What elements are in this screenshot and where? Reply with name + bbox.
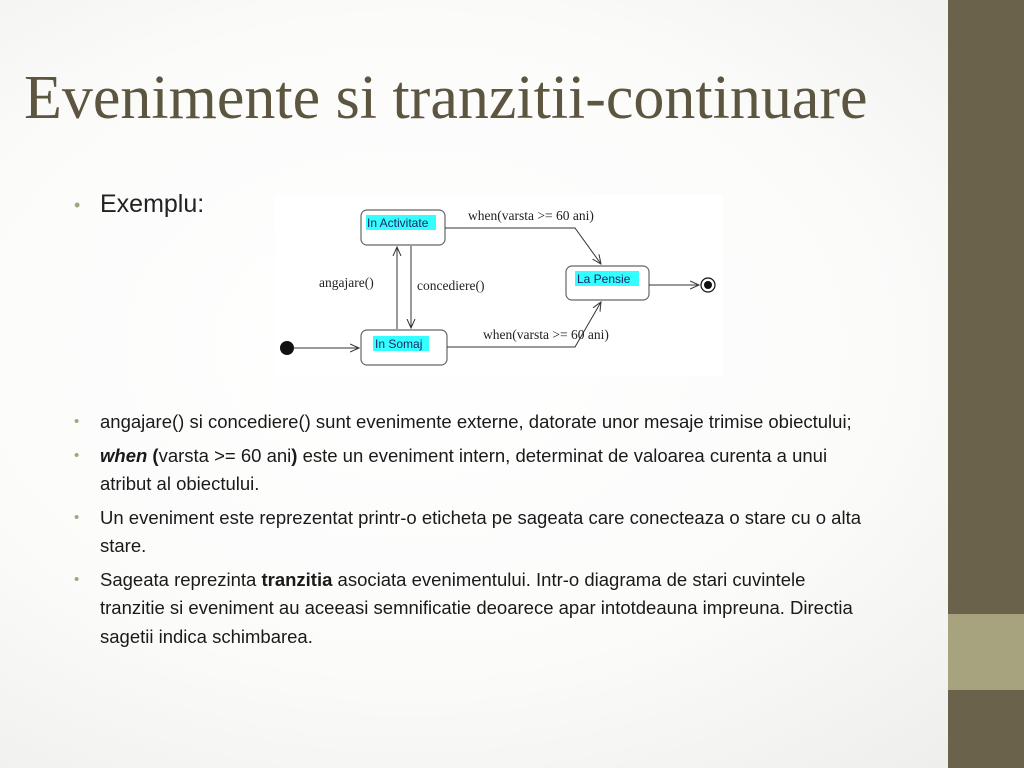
when-keyword: when [100, 444, 148, 466]
bullet-item-2 [74, 442, 864, 499]
label-concediere: concediere() [417, 278, 485, 293]
bullet-item-4 [74, 566, 864, 652]
bullet-dot: • [74, 508, 80, 526]
open-paren: ( [147, 444, 159, 466]
close-paren: ) [291, 444, 298, 466]
label-angajare: angajare() [319, 275, 374, 290]
bullet-item-1 [74, 408, 864, 437]
example-label: Exemplu: [100, 190, 205, 218]
state-diagram-svg [275, 195, 723, 376]
bullet-dot: • [74, 195, 81, 215]
bullet-list [74, 408, 864, 656]
initial-state [280, 341, 294, 355]
bullet-dot: • [74, 413, 80, 430]
state-label-in-activitate: In Activitate [367, 216, 429, 230]
state-label-la-pensie: La Pensie [577, 272, 631, 286]
label-when-top: when(varsta >= 60 ani) [468, 208, 594, 223]
state-in-somaj [361, 330, 447, 365]
bullet-dot: • [74, 570, 80, 588]
final-state [701, 278, 715, 292]
label-when-bottom: when(varsta >= 60 ani) [483, 327, 609, 342]
tranzitia-keyword: tranzitia [261, 568, 333, 590]
transition-when-top [445, 228, 601, 264]
bullet-text-pre: Sageata reprezinta [100, 568, 262, 590]
state-la-pensie [566, 266, 649, 300]
bullet-text-post: asociata evenimentului. Intr-o diagrama de stari cuvintele tranzitie si eveniment au aceeasi semnificatie deoarece apar intotdeauna impreuna. Directia sagetii indica schimbarea. [100, 568, 853, 647]
slide-title: Evenimente si tranzitii-continuare [24, 64, 868, 132]
state-label-in-somaj: In Somaj [375, 337, 423, 351]
bullet-text: este un eveniment intern, determinat de valoarea curenta a unui atribut al obiectului. [100, 444, 828, 494]
bullet-item-3 [74, 504, 864, 561]
bullet-text: Un eveniment este reprezentat printr-o eticheta pe sageata care conecteaza o stare cu o alta stare. [100, 506, 862, 556]
bullet-text: angajare() si concediere() sunt evenimente externe, datorate unor mesaje trimise obiectului; [100, 411, 852, 432]
bullet-dot: • [74, 446, 80, 464]
state-diagram [275, 195, 723, 376]
example-bullet [74, 190, 204, 219]
state-in-activitate [361, 210, 445, 245]
side-accent-band [948, 614, 1024, 690]
when-condition: varsta >= 60 ani [158, 444, 292, 466]
